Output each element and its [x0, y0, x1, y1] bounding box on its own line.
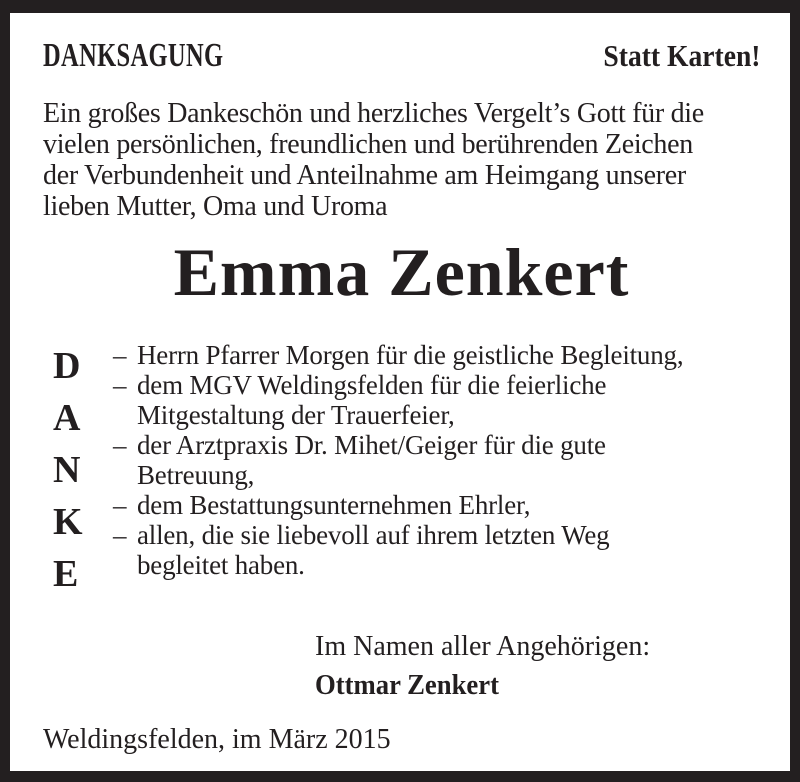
thanks-item	[113, 430, 760, 490]
dash-bullet: –	[113, 370, 127, 400]
signatory-name: Ottmar Zenkert	[315, 669, 499, 701]
intro-line: der Verbundenheit und Anteilnahme am Heimgang unserer	[43, 160, 686, 191]
thanks-list	[113, 340, 760, 600]
thanks-item-text	[137, 370, 760, 430]
danke-letter: A	[53, 397, 81, 439]
danke-vertical-word	[43, 340, 113, 600]
thanks-item	[113, 520, 760, 580]
in-name-of-line: Im Namen aller Angehörigen:	[315, 631, 651, 662]
thanks-item-line: Mitgestaltung der Trauerfeier,	[137, 400, 455, 430]
danke-letter: N	[53, 449, 81, 491]
thanks-item-line: Betreuung,	[137, 460, 255, 490]
danke-letter: D	[53, 345, 81, 387]
intro-line: Ein großes Dankeschön und herzliches Vergelt’s Gott für die	[43, 98, 704, 129]
thanks-section	[43, 340, 760, 600]
thanks-item-text	[137, 520, 760, 580]
dash-bullet: –	[113, 430, 127, 460]
intro-paragraph	[43, 98, 760, 222]
thanks-item	[113, 340, 760, 370]
thanks-item-text	[137, 430, 760, 490]
thanks-item-line: begleitet haben.	[137, 550, 305, 580]
danke-letter: K	[53, 501, 83, 543]
thanks-item-text	[137, 340, 760, 370]
dash-bullet: –	[113, 520, 127, 550]
place-date: Weldingsfelden, im März 2015	[43, 724, 391, 755]
thanks-item-line: allen, die sie liebevoll auf ihrem letzten Weg	[137, 520, 610, 550]
intro-line: vielen persönlichen, freundlichen und berührenden Zeichen	[43, 129, 693, 160]
thanks-item-line: Herrn Pfarrer Morgen für die geistliche Begleitung,	[137, 340, 684, 370]
dash-bullet: –	[113, 490, 127, 520]
card-inner	[10, 13, 790, 771]
thanks-item-line: dem MGV Weldingsfelden für die feierliche	[137, 370, 607, 400]
header-row	[43, 37, 760, 75]
dash-bullet: –	[113, 340, 127, 370]
closing-block	[315, 630, 760, 702]
thanks-item-line: der Arztpraxis Dr. Mihet/Geiger für die gute	[137, 430, 606, 460]
deceased-name: Emma Zenkert	[173, 234, 630, 310]
thanks-item	[113, 490, 760, 520]
thanks-item-line: dem Bestattungsunternehmen Ehrler,	[137, 490, 531, 520]
danke-letter: E	[53, 553, 79, 595]
danksagung-title: DANKSAGUNG	[43, 37, 224, 74]
intro-line: lieben Mutter, Oma und Uroma	[43, 191, 388, 222]
thanks-item-text	[137, 490, 760, 520]
thanks-item	[113, 370, 760, 430]
statt-karten-note: Statt Karten!	[602, 38, 760, 73]
